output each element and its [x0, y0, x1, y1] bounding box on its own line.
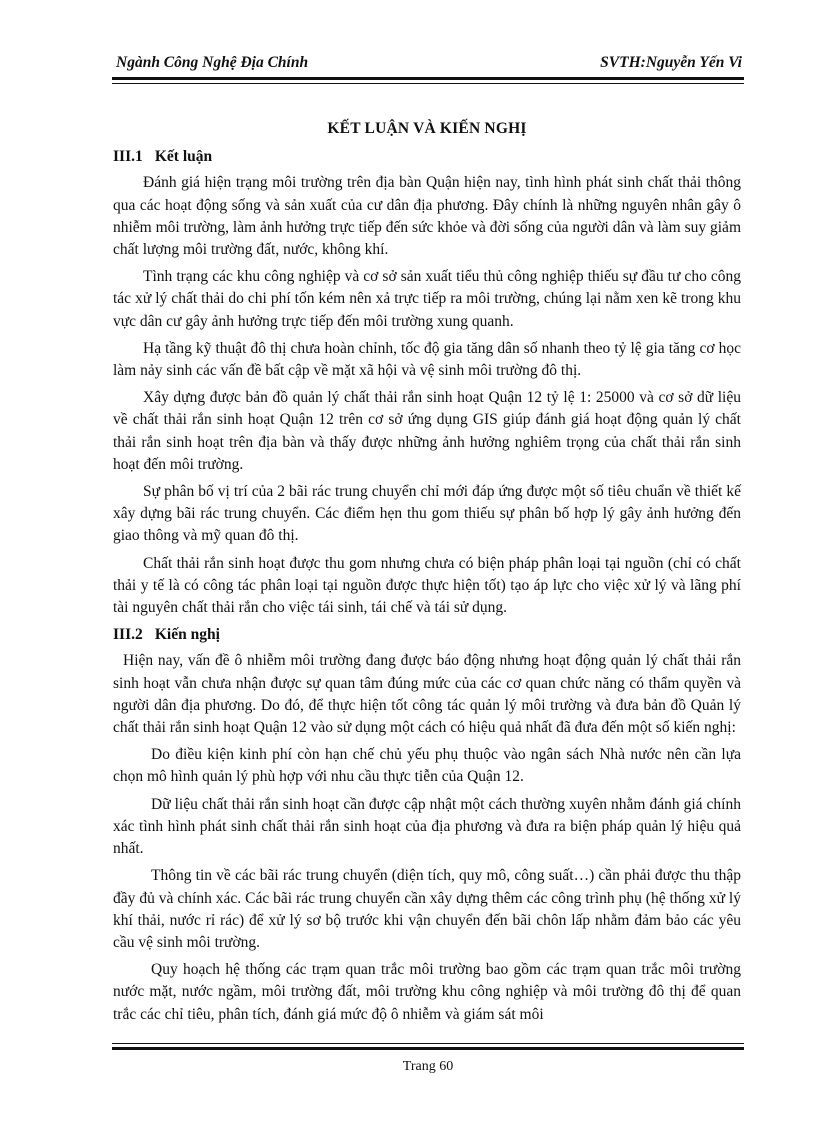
document-body [113, 118, 741, 1031]
page-footer [112, 1043, 744, 1083]
paragraph: Hạ tầng kỹ thuật đô thị chưa hoàn chỉnh, tốc độ gia tăng dân số nhanh theo tỷ lệ gia tăng cơ học làm nảy sinh các vấn đề bất cập về mặt xã hội và vệ sinh môi trường đô thị. [113, 339, 741, 380]
paragraph: Chất thải rắn sinh hoạt được thu gom nhưng chưa có biện pháp phân loại tại nguồn (chỉ có chất thải y tế là có công tác phân loại tại nguồn được thực hiện tốt) tạo áp lực cho việc xử lý và lãng phí tài nguyên chất thải rắn cho việc tái sinh, tái chế và tái sử dụng. [113, 554, 741, 617]
header-rule-thin [112, 83, 744, 84]
page-number: Trang 60 [402, 1059, 454, 1074]
paragraph: Hiện nay, vấn đề ô nhiễm môi trường đang được báo động nhưng hoạt động quản lý chất thải rắn sinh hoạt vẫn chưa nhận được sự quan tâm đúng mức của các cơ quan chức năng có thẩm quyền và người dân địa phương. Do đó, để thực hiện tốt công tác quản lý môi trường và đưa bản đồ Quản lý chất thải rắn sinh hoạt Quận 12 vào sử dụng một cách có hiệu quả nhất đã đưa đến một số kiến nghị: [113, 652, 741, 737]
paragraph: Dữ liệu chất thải rắn sinh hoạt cần được cập nhật một cách thường xuyên nhằm đánh giá chính xác tình hình phát sinh chất thải rắn sinh hoạt của địa phương và đưa ra biện pháp quản lý hiệu quả nhất. [113, 795, 741, 858]
header-rule-thick [112, 77, 744, 80]
section-heading-conclusion [113, 146, 741, 168]
paragraph: Đánh giá hiện trạng môi trường trên địa bàn Quận hiện nay, tình hình phát sinh chất thải thông qua các hoạt động sống và sản xuất của cư dân địa phương. Đây chính là những nguyên nhân gây ô nhiễm môi trường, làm ảnh hưởng trực tiếp đến sức khỏe và đời sống của người dân và làm suy giảm chất lượng môi trường đất, nước, không khí. [113, 174, 741, 259]
page-header [112, 48, 744, 88]
section-heading-recommendation [113, 624, 741, 646]
paragraph: Thông tin về các bãi rác trung chuyển (diện tích, quy mô, công suất…) cần phải được thu thập đầy đủ và chính xác. Các bãi rác trung chuyển cần xây dựng thêm các công trình phụ (hệ thống xử lý khí thải, nước rỉ rác) để xử lý sơ bộ trước khi vận chuyển đến bãi chôn lấp nhằm đảm bảo các yêu cầu vệ sinh môi trường. [113, 867, 741, 951]
paragraph: Do điều kiện kinh phí còn hạn chế chủ yếu phụ thuộc vào ngân sách Nhà nước nên cần lựa chọn mô hình quản lý phù hợp với nhu cầu thực tiễn của Quận 12. [113, 746, 741, 786]
section-title: Kiến nghị [154, 626, 220, 644]
paragraph: Sự phân bố vị trí của 2 bãi rác trung chuyển chỉ mới đáp ứng được một số tiêu chuẩn về thiết kế xây dựng bãi rác trung chuyển. Các điểm hẹn thu gom thiếu sự phân bố hợp lý gây ảnh hưởng đến giao thông và mỹ quan đô thị. [113, 483, 741, 545]
header-student: SVTH:Nguyễn Yến Vi [600, 54, 742, 71]
page-title: KẾT LUẬN VÀ KIẾN NGHỊ [327, 120, 527, 137]
section-number: III.1 [113, 148, 143, 166]
paragraph: Quy hoạch hệ thống các trạm quan trắc môi trường bao gồm các trạm quan trắc môi trường nước mặt, nước ngầm, môi trường đất, môi trường khu công nghiệp và môi trường đô thị để quan trắc các chỉ tiêu, phân tích, đánh giá mức độ ô nhiễm và giám sát môi [113, 961, 741, 1023]
paragraph: Xây dựng được bản đồ quản lý chất thải rắn sinh hoạt Quận 12 tỷ lệ 1: 25000 và cơ sở dữ liệu về chất thải rắn sinh hoạt Quận 12 trên cơ sở ứng dụng GIS giúp đánh giá hoạt động quản lý chất thải rắn sinh hoạt trên địa bàn và thấy được những ảnh hưởng nghiêm trọng của chất thải rắn sinh hoạt đến môi trường. [113, 389, 741, 473]
footer-rule-thin [112, 1043, 744, 1044]
header-department: Ngành Công Nghệ Địa Chính [116, 54, 309, 71]
footer-rule-thick [112, 1047, 744, 1050]
section-number: III.2 [113, 626, 143, 644]
section-title: Kết luận [154, 148, 213, 166]
paragraph: Tình trạng các khu công nghiệp và cơ sở sản xuất tiểu thủ công nghiệp thiếu sự đầu tư cho công tác xử lý chất thải do chi phí tốn kém nên xả trực tiếp ra môi trường, chúng lại nằm xen kẽ trong khu vực dân cư gây ảnh hưởng trực tiếp đến môi trường xung quanh. [113, 268, 741, 330]
